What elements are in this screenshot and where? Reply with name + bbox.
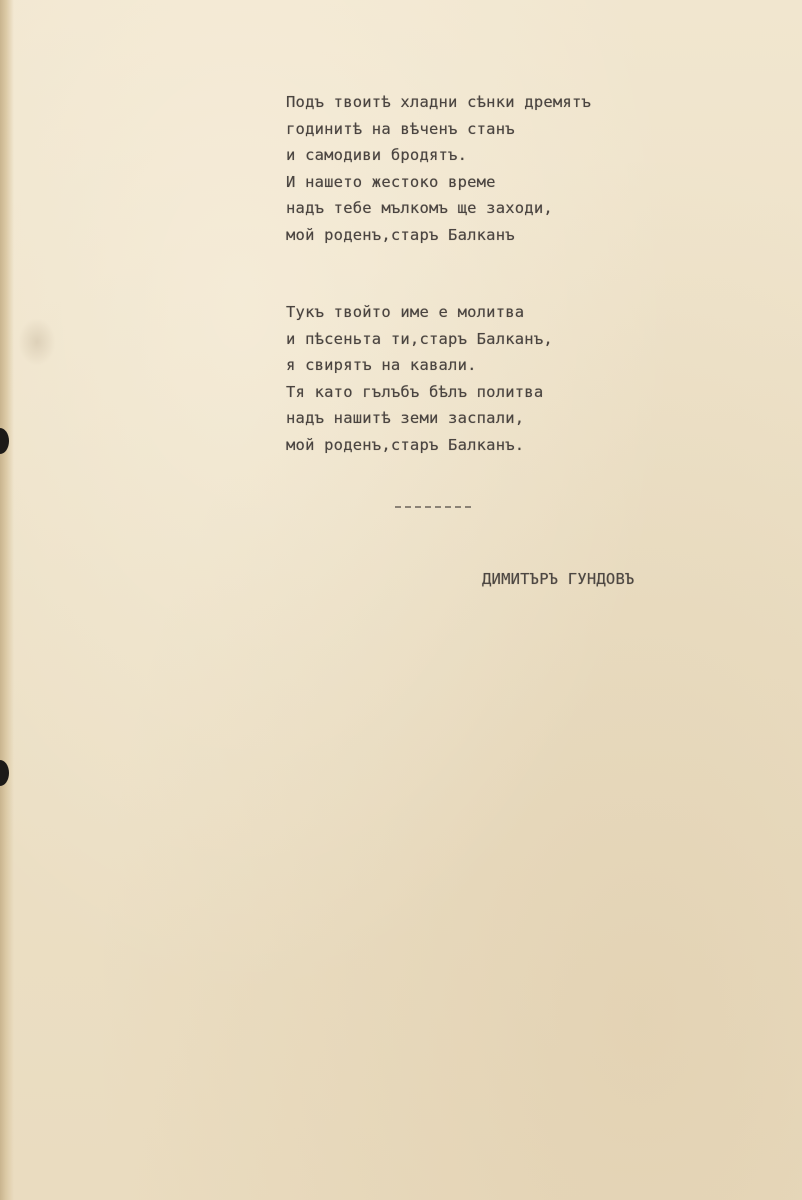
verse-line: надъ нашитѣ земи заспали, xyxy=(286,409,525,428)
verse-line: мой роденъ,старъ Балканъ xyxy=(286,225,515,244)
paper-smudge xyxy=(18,318,56,366)
verse-line: И нашето жестоко време xyxy=(286,172,496,191)
verse-line: годинитѣ на вѣченъ станъ xyxy=(286,119,515,138)
page-fold-shadow xyxy=(0,0,14,1200)
verse-line: мой роденъ,старъ Балканъ. xyxy=(286,435,525,454)
verse-line: надъ тебе мълкомъ ще заходи, xyxy=(286,199,553,218)
verse-line: я свирятъ на кавали. xyxy=(286,356,477,375)
section-divider xyxy=(395,506,471,508)
verse-line: и самодиви бродятъ. xyxy=(286,146,468,165)
poem-stanza-2 xyxy=(286,299,553,459)
author-name: ДИМИТЪРЪ ГУНДОВЪ xyxy=(482,570,635,588)
verse-line: Подъ твоитѣ хладни сѣнки дремятъ xyxy=(286,93,592,111)
verse-line: Тукъ твойто име е молитва xyxy=(286,303,525,321)
verse-line: Тя като гълъбъ бѣлъ политва xyxy=(286,382,544,401)
verse-line: и пѣсеньта ти,старъ Балканъ, xyxy=(286,329,553,348)
poem-stanza-1 xyxy=(286,89,591,249)
